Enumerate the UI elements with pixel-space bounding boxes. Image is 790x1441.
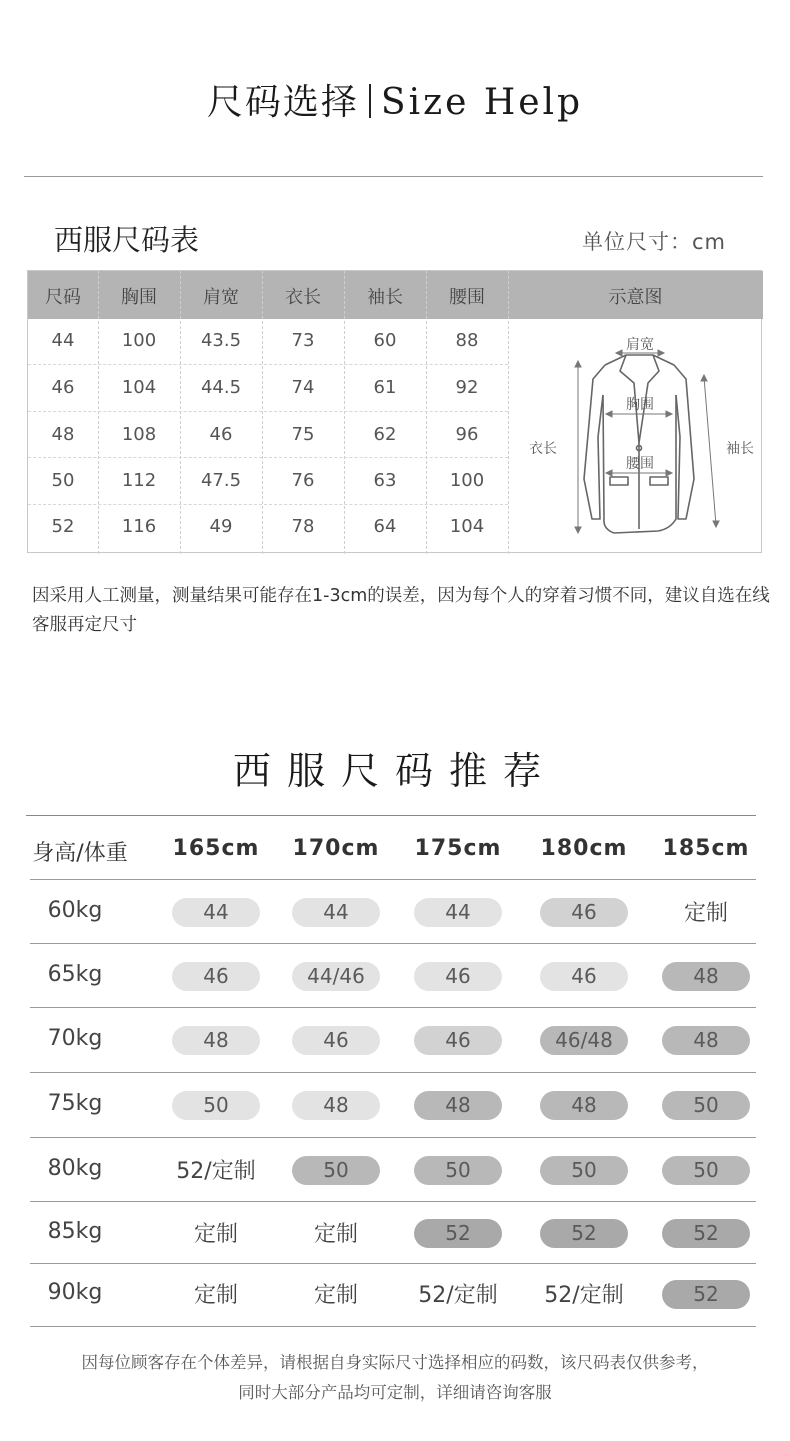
size-pill: 46 [172,962,260,991]
cell-size: 44 [51,330,75,351]
bottom-note-line-1: 因每位顾客存在个体差异，请根据自身实际尺寸选择相应的码数，该尺码表仅供参考， [81,1353,709,1372]
weight-label: 70kg [47,1026,103,1051]
size-text: 52/定制 [418,1283,498,1308]
size-pill: 50 [414,1156,502,1185]
size-pill: 52 [662,1280,750,1309]
cell-size: 46 [51,377,75,398]
height-header: 185cm [662,836,750,861]
row-divider [30,1007,756,1008]
cell-sleeve: 62 [373,424,397,445]
diagram-label-length: 衣长 [529,441,557,457]
size-pill: 48 [662,962,750,991]
cell-size: 50 [51,470,75,491]
cell-chest: 104 [121,377,157,398]
size-pill: 46 [414,962,502,991]
row-divider [30,879,756,880]
size-pill: 50 [662,1156,750,1185]
cell-waist: 92 [455,377,479,398]
size-text: 定制 [313,1222,358,1247]
size-pill: 48 [414,1091,502,1120]
jacket-pocket-left [610,477,628,485]
sleeve-arrow [704,377,716,525]
height-header: 165cm [172,836,260,861]
cell-waist: 88 [455,330,479,351]
size-pill: 50 [540,1156,628,1185]
col-header-size: 尺码 [45,287,81,308]
col-header-sleeve: 袖长 [367,287,403,308]
size-pill: 50 [292,1156,380,1185]
size-chart-table [27,270,762,553]
size-text: 定制 [193,1222,238,1247]
col-header-diagram: 示意图 [608,287,663,308]
size-text: 定制 [313,1283,358,1308]
row-divider [30,943,756,944]
jacket-outline-left [584,365,605,519]
size-pill: 44 [172,898,260,927]
size-pill: 44 [292,898,380,927]
cell-length: 73 [291,330,315,351]
recommend-title: 西服尺码推荐 [232,749,557,793]
diagram-label-sleeve: 袖长 [726,441,754,457]
cell-chest: 100 [121,330,157,351]
cell-size: 52 [51,516,75,537]
cell-sleeve: 64 [373,516,397,537]
bottom-note-line-2: 同时大部分产品均可定制，详细请咨询客服 [238,1383,552,1402]
cell-sleeve: 60 [373,330,397,351]
cell-length: 76 [291,470,315,491]
measurement-note: 因采用人工测量，测量结果可能存在1-3cm的误差，因为每个人的穿着习惯不同，建议自选在线客服再定尺寸 [32,586,770,635]
size-pill: 46 [292,1026,380,1055]
cell-length: 78 [291,516,315,537]
jacket-diagram [508,319,763,553]
size-pill: 46 [414,1026,502,1055]
size-pill: 46 [540,898,628,927]
size-pill: 48 [540,1091,628,1120]
row-divider [30,1326,756,1327]
diagram-label-waist: 腰围 [626,456,654,472]
diagram-label-shoulder: 肩宽 [626,337,654,353]
size-pill: 50 [172,1091,260,1120]
height-header: 175cm [414,836,502,861]
row-divider [30,1263,756,1264]
cell-sleeve: 61 [373,377,397,398]
jacket-pocket-right [650,477,668,485]
size-pill: 44 [414,898,502,927]
size-pill: 52 [540,1219,628,1248]
row-divider [30,1072,756,1073]
row-divider [30,1137,756,1138]
height-header: 180cm [540,836,628,861]
col-header-waist: 腰围 [449,287,485,308]
size-pill: 52 [414,1219,502,1248]
size-pill: 46/48 [540,1026,628,1055]
size-pill: 50 [662,1091,750,1120]
unit-label: 单位尺寸：cm [582,230,727,254]
col-header-length: 衣长 [285,287,321,308]
cell-chest: 112 [121,470,157,491]
size-text: 52/定制 [176,1159,256,1184]
header-divider [24,176,763,177]
size-chart-title: 西服尺码表 [54,223,200,257]
weight-label: 85kg [47,1219,103,1244]
cell-waist: 104 [449,516,485,537]
cell-shoulder: 43.5 [200,330,242,351]
page-title-cn: 尺码选择 [206,82,359,123]
size-text: 定制 [683,901,728,926]
weight-label: 60kg [47,898,103,923]
cell-shoulder: 49 [209,516,233,537]
cell-waist: 100 [449,470,485,491]
size-text: 定制 [193,1283,238,1308]
size-pill: 46 [540,962,628,991]
cell-waist: 96 [455,424,479,445]
col-header-shoulder: 肩宽 [203,287,239,308]
size-pill: 48 [172,1026,260,1055]
diagram-label-chest: 胸围 [626,397,654,413]
row-divider [30,1201,756,1202]
weight-label: 80kg [47,1156,103,1181]
cell-chest: 108 [121,424,157,445]
weight-label: 75kg [47,1091,103,1116]
size-pill: 48 [662,1026,750,1055]
title-divider [369,84,371,118]
height-header: 170cm [292,836,380,861]
cell-shoulder: 46 [209,424,233,445]
cell-length: 74 [291,377,315,398]
size-pill: 48 [292,1091,380,1120]
cell-chest: 116 [121,516,157,537]
weight-label: 65kg [47,962,103,987]
recommend-top-divider [26,815,756,816]
cell-sleeve: 63 [373,470,397,491]
size-pill: 44/46 [292,962,380,991]
bottom-note [0,1348,790,1408]
size-pill: 52 [662,1219,750,1248]
cell-size: 48 [51,424,75,445]
corner-label: 身高/体重 [32,841,128,866]
cell-shoulder: 47.5 [200,470,242,491]
page-title-en: Size Help [380,82,584,123]
cell-shoulder: 44.5 [200,377,242,398]
size-text: 52/定制 [544,1283,624,1308]
col-header-chest: 胸围 [121,287,157,308]
page-title [0,74,790,125]
jacket-outline-right [605,355,694,519]
weight-label: 90kg [47,1280,103,1305]
cell-length: 75 [291,424,315,445]
